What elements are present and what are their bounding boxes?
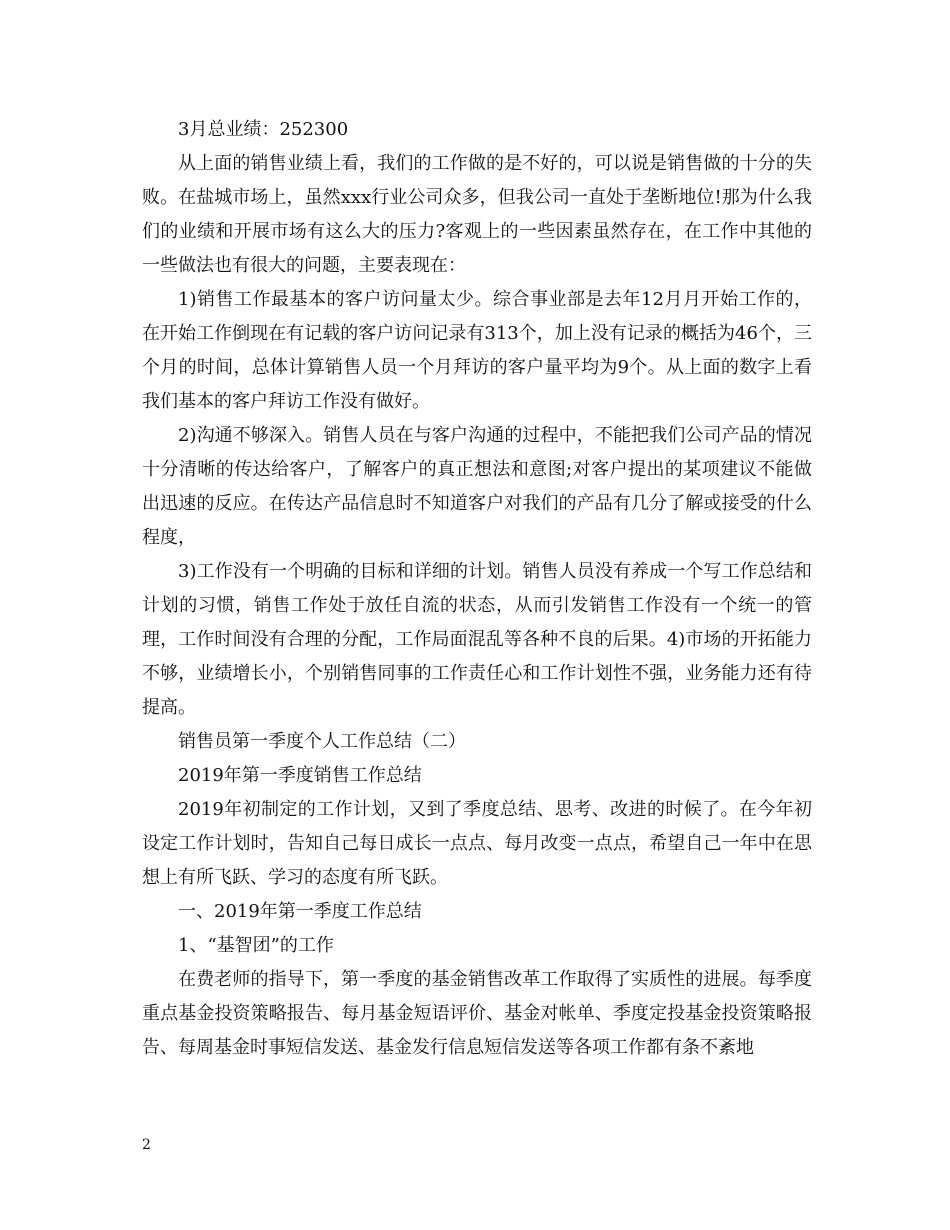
paragraph-issue-3-planning: 3)工作没有一个明确的目标和详细的计划。销售人员没有养成一个写工作总结和计划的习惯，销售工作处于放任自流的状态，从而引发销售工作没有一个统一的管理，工作时间没有合理的分配，工作局面混乱等各种不良的后果。4)市场的开拓能力不够，业绩增长小，个别销售同事的工作责任心和工作计划性不强，业务能力还有待提高。 <box>142 561 812 718</box>
section-heading-part-two: 销售员第一季度个人工作总结（二） <box>178 731 466 752</box>
section-subheading-q1-summary: 2019年第一季度销售工作总结 <box>178 765 422 786</box>
heading-q1-work-summary: 一、2019年第一季度工作总结 <box>178 901 422 922</box>
paragraph-issue-2-communication: 2)沟通不够深入。销售人员在与客户沟通的过程中，不能把我们公司产品的情况十分清晰的传达给客户，了解客户的真正想法和意图;对客户提出的某项建议不能做出迅速的反应。在传达产品信息时不知道客户对我们的产品有几分了解或接受的什么程度， <box>142 425 812 548</box>
paragraph-issue-1-visits: 1)销售工作最基本的客户访问量太少。综合事业部是去年12月月开始工作的，在开始工作倒现在有记载的客户访问记录有313个，加上没有记录的概括为46个，三个月的时间，总体计算销售人员一个月拜访的客户量平均为9个。从上面的数字上看我们基本的客户拜访工作没有做好。 <box>142 289 812 412</box>
page-number: 2 <box>142 1137 151 1153</box>
paragraph-fund-reform: 在费老师的指导下，第一季度的基金销售改革工作取得了实质性的进展。每季度重点基金投资策略报告、每月基金短语评价、基金对帐单、季度定投基金投资策略报告、每周基金时事短信发送、基金发行信息短信发送等各项工作都有条不紊地 <box>142 969 812 1058</box>
heading-jizhituan-work: 1、“基智团”的工作 <box>178 935 334 956</box>
document-body <box>142 113 812 1065</box>
paragraph-performance-review: 从上面的销售业绩上看，我们的工作做的是不好的，可以说是销售做的十分的失败。在盐城市场上，虽然xxx行业公司众多，但我公司一直处于垄断地位!那为什么我们的业绩和开展市场有这么大的压力?客观上的一些因素虽然存在，在工作中其他的一些做法也有很大的问题，主要表现在： <box>142 153 812 276</box>
paragraph-march-total: 3月总业绩：252300 <box>178 119 349 140</box>
paragraph-work-plan: 2019年初制定的工作计划，又到了季度总结、思考、改进的时候了。在今年初设定工作计划时，告知自己每日成长一点点、每月改变一点点，希望自己一年中在思想上有所飞跃、学习的态度有所飞跃。 <box>142 799 812 888</box>
